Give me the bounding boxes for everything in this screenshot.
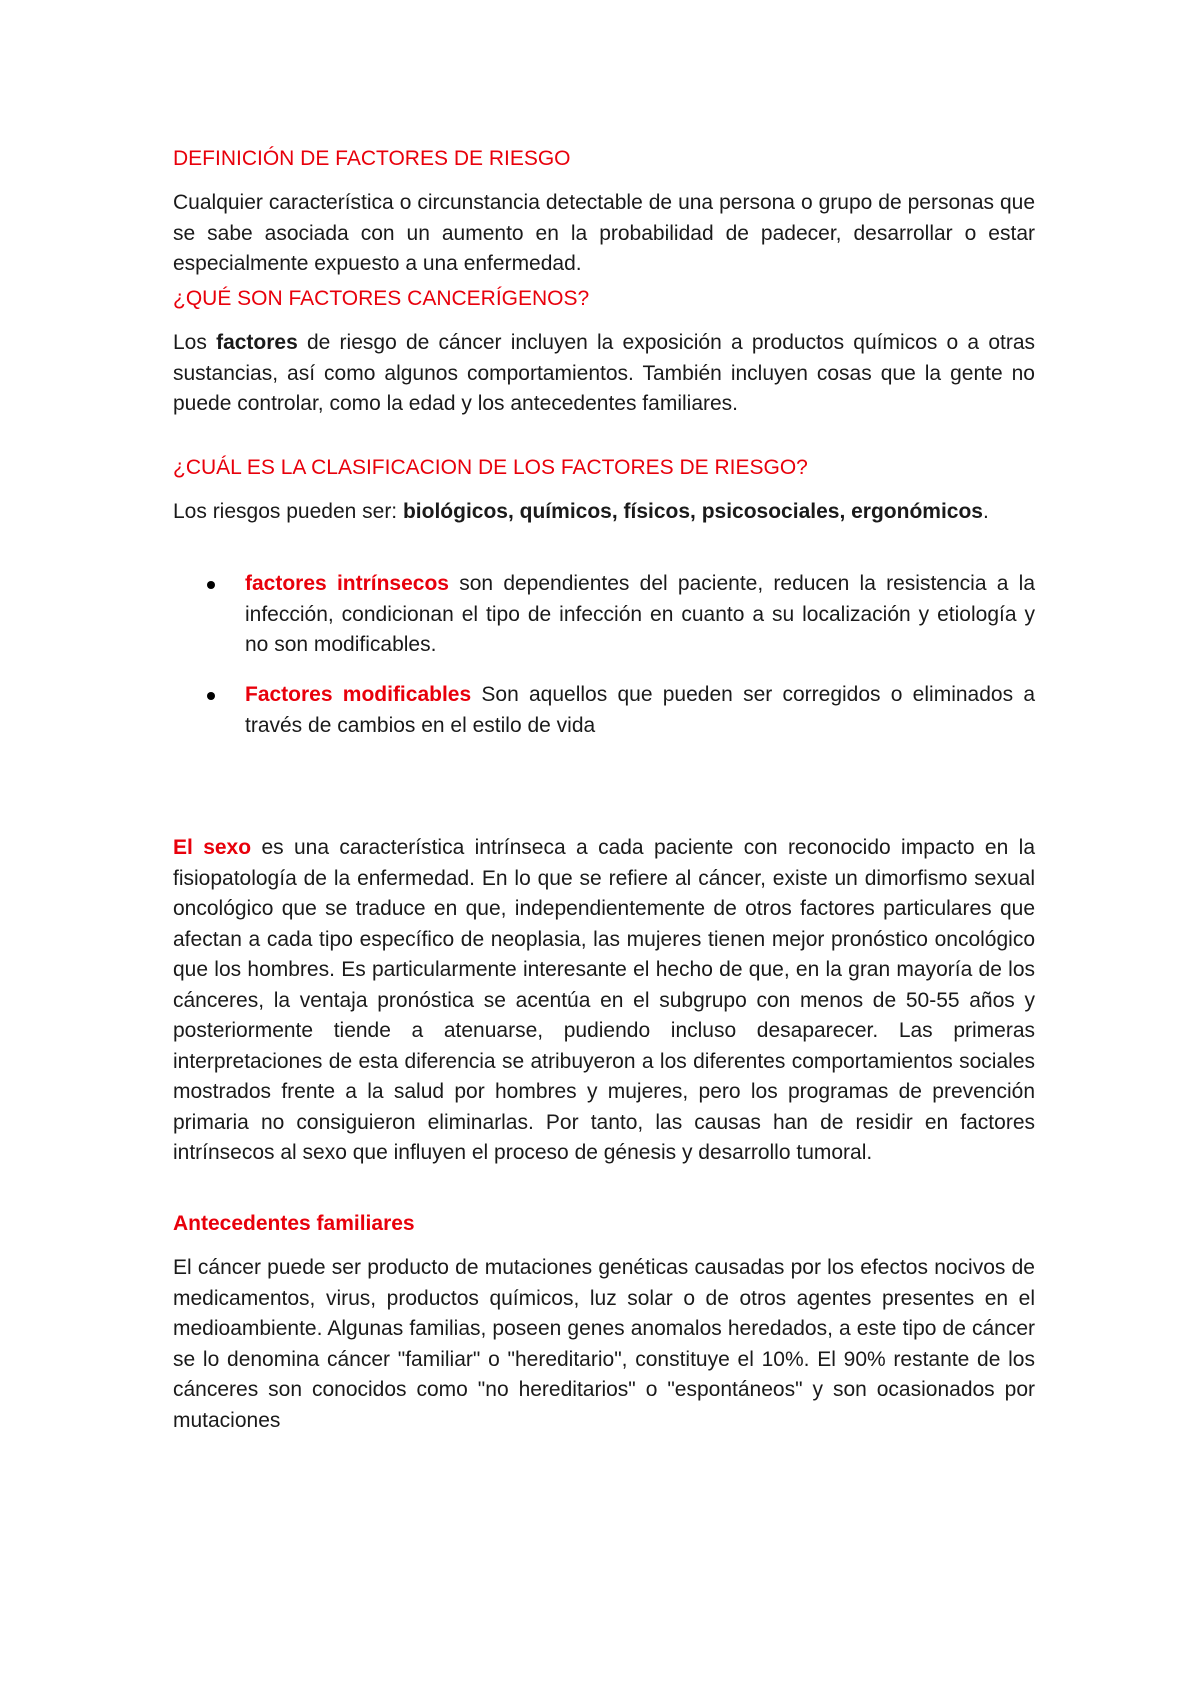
text-run: Son aquellos que pueden ser corregidos o eliminados a través de cambios en el estilo de vida xyxy=(245,683,1035,737)
bold-risk-types: biológicos, químicos, físicos, psicosociales, ergonómicos xyxy=(402,500,983,523)
paragraph-definicion: Cualquier característica o circunstancia detectable de una persona o grupo de personas que se sabe asociada con un aumento en la probabilidad de padecer, desarrollar o estar especialmente expuesto a una enfermedad. xyxy=(173,191,1035,275)
text-run: Los xyxy=(173,331,217,354)
text-run: Los riesgos pueden ser: xyxy=(173,500,403,523)
bullet-icon xyxy=(207,692,215,700)
bold-term-factores: factores xyxy=(216,331,298,354)
paragraph-antecedentes-familiares: El cáncer puede ser producto de mutaciones genéticas causadas por los efectos nocivos de medicamentos, virus, productos químicos, luz solar o de otros agentes presentes en el medioambiente. Algunas familias, poseen genes anomalos heredados, a este tipo de cáncer se lo denomina cáncer "familiar" o "hereditario", constituye el 10%. El 90% restante de los cánceres son conocidos como "no hereditarios" o "espontáneos" y son ocasionados por mutaciones xyxy=(173,1256,1035,1432)
text-run: . xyxy=(982,500,989,523)
heading-factores-cancerigenos: ¿QUÉ SON FACTORES CANCERÍGENOS? xyxy=(173,287,590,310)
text-run: es una característica intrínseca a cada paciente con reconocido impacto en la fisiopatología de la enfermedad. En lo que se refiere al cáncer, existe un dimorfismo sexual oncológico que se traduce en que, independientemente de otros factores particulares que afectan a cada tipo específico de neoplasia, las mujeres tienen mejor pronóstico oncológico que los hombres. Es particularmente interesante el hecho de que, en la gran mayoría de los cánceres, la ventaja pronóstica se acentúa en el subgrupo con menos de 50-55 años y posteriormente tiende a atenuarse, pudiendo incluso desaparecer. Las primeras interpretaciones de esta diferencia se atribuyeron a los diferentes comportamientos sociales mostrados frente a la salud por hombres y mujeres, pero los programas de prevención primaria no consiguieron eliminarlas. Por tanto, las causas han de residir en factores intrínsecos al sexo que influyen el proceso de génesis y desarrollo tumoral. xyxy=(173,836,1035,1164)
text-run: son dependientes del paciente, reducen la resistencia a la infección, condicionan el tipo de infección en cuanto a su localización y etiología y no son modificables. xyxy=(245,572,1035,656)
text-run: de riesgo de cáncer incluyen la exposición a productos químicos o a otras sustancias, así como algunos comportamientos. También incluyen cosas que la gente no puede controlar, como la edad y los antecedentes familiares. xyxy=(173,331,1036,415)
red-term: Factores modificables xyxy=(245,683,472,706)
heading-antecedentes-familiares: Antecedentes familiares xyxy=(173,1212,415,1235)
document-page xyxy=(173,0,1035,1698)
red-term: El sexo xyxy=(173,836,252,859)
heading-definicion: DEFINICIÓN DE FACTORES DE RIESGO xyxy=(173,147,571,170)
list-item-text xyxy=(245,569,1035,661)
paragraph-factores-cancerigenos xyxy=(173,328,1035,420)
list-item-text xyxy=(245,680,1035,741)
bullet-icon xyxy=(207,581,215,589)
red-term: factores intrínsecos xyxy=(245,572,449,595)
paragraph-el-sexo xyxy=(173,833,1035,1169)
paragraph-clasificacion xyxy=(173,497,1035,528)
heading-clasificacion: ¿CUÁL ES LA CLASIFICACION DE LOS FACTORES DE RIESGO? xyxy=(173,456,808,479)
